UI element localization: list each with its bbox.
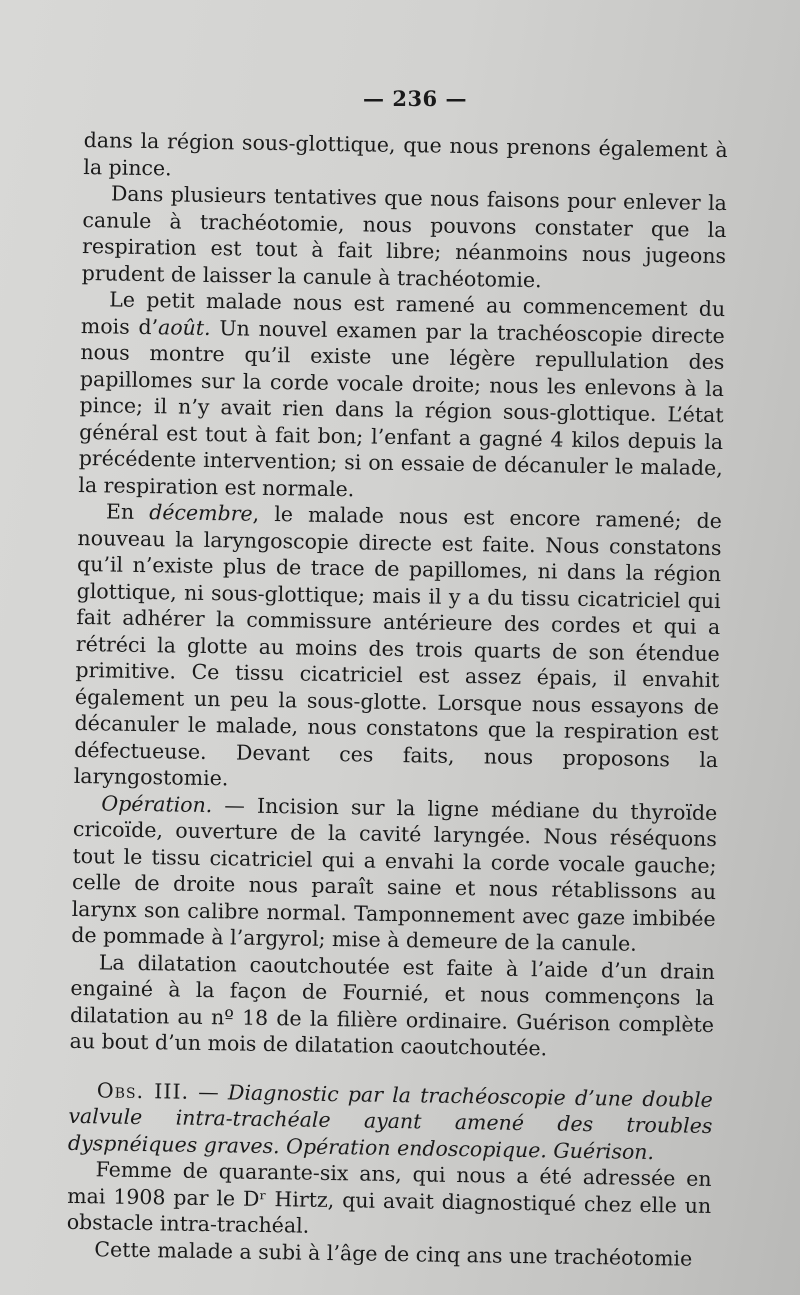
observation-dash: — <box>188 1079 229 1104</box>
observation-label: Obs. III. <box>96 1077 190 1104</box>
italic-decembre: décembre <box>149 500 253 526</box>
page-number: — 236 — <box>363 86 467 111</box>
italic-aout: août. <box>157 314 211 340</box>
paragraph-decembre <box>74 498 722 800</box>
paragraph-femme: Femme de quarante-six ans, qui nous a été adressée en mai 1908 par le Dʳ Hirtz, qui avait diagnostiqué chez elle un obstacle intra-trachéal. <box>66 1157 712 1238</box>
paragraph-decembre-start: En <box>105 499 150 525</box>
observation-heading <box>68 1076 713 1166</box>
paragraph-operation-rest: — Incision sur la ligne médiane du thyroïde cricoïde, ouverture de la cavité laryngée. Nous réséquons tout le tissu cicatriciel qui a envahi la corde vocale gauche; celle de droite nous paraît saine et nous rétablissons au larynx son calibre normal. Tamponnement avec gaze imbibée de pommade à l’argyrol; mise à demeure de la canule. <box>71 792 718 956</box>
paragraph-decembre-rest: , le malade nous est encore ramené; de nouveau la laryngoscopie directe est faite. Nous constatons qu’il n’existe plus de trace de papillomes, ni dans la région glottique, ni sous-glottique; mais il y a du tissu cicatriciel qui fait adhérer la commissure antérieure des cordes et qui a rétréci la glotte au moins des trois quarts de son étendue primitive. Ce tissu cicatriciel est assez épais, il envahit également un peu la sous-glotte. Lorsque nous essayons de décanuler le malade, nous constatons que la respiration est défectueuse. Devant ces faits, nous proposons la laryngostomie. <box>73 501 723 791</box>
paragraph-aout <box>78 286 725 508</box>
paragraph-operation <box>71 789 717 958</box>
paragraph-aout-rest: Un nouvel examen par la trachéoscopie directe nous montre qu’il existe une légère repullulation des papillomes sur la corde vocale droite; nous les enlevons à la pince; il n’y avait rien dans la région sous-glottique. L’état général est tout à fait bon; l’enfant a gagné 4 kilos depuis la précédente intervention; si on essaie de décanuler le malade, la respiration est normale. <box>78 315 725 501</box>
paragraph-dilatation: La dilatation caoutchoutée est faite à l’aide d’un drain engainé à la façon de Fournié, et nous commençons la dilatation au nº 18 de la filière ordinaire. Guérison complète au bout d’un mois de dilatation caoutchoutée. <box>69 949 716 1061</box>
italic-operation: Opération. <box>101 790 213 817</box>
paragraph-last: Cette malade a subi à l’âge de cinq ans une trachéotomie <box>94 1236 693 1271</box>
paragraph-aout-start: Le petit malade nous est ramené au commencement du mois d’ <box>80 287 726 339</box>
body-text <box>66 127 728 1272</box>
observation-title: Diagnostic par la trachéoscopie d’une double valvule intra-trachéale ayant amené des troubles dyspnéiques graves. Opération endoscopique. Guérison. <box>67 1079 713 1164</box>
paragraph-canule: Dans plusieurs tentatives que nous faisons pour enlever la canule à trachéotomie, nous pouvons constater que la respiration est tout à fait libre; néanmoins nous jugeons prudent de laisser la canule à trachéotomie. <box>81 181 728 292</box>
paragraph-continuation: dans la région sous-glottique, que nous prenons également à la pince. <box>83 127 728 180</box>
